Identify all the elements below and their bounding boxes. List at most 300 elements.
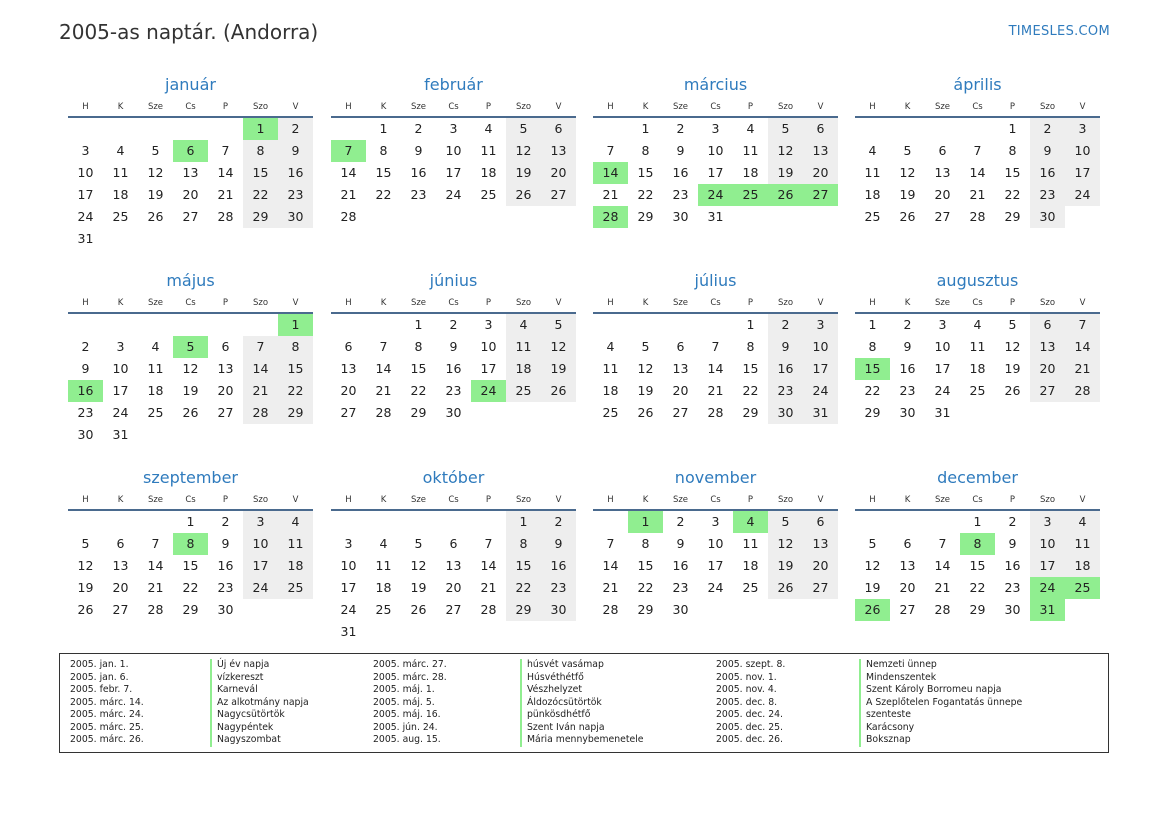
day-cell: 21: [375, 383, 392, 398]
weekday-label: K: [380, 298, 387, 308]
day-cell: 1: [641, 121, 650, 136]
day-cell: 7: [938, 536, 947, 551]
weekday-header: [331, 294, 576, 312]
day-cell: 2: [449, 317, 458, 332]
day-cell: 4: [484, 121, 493, 136]
day-cell: 21: [217, 187, 234, 202]
weekday-label: Sze: [410, 298, 427, 308]
legend-holiday-name: Karnevál: [210, 684, 309, 697]
weekday-label: K: [380, 102, 387, 112]
legend-date: 2005. dec. 8.: [716, 696, 778, 708]
day-cell: 22: [637, 187, 654, 202]
day-cell: 13: [934, 165, 951, 180]
weekday-label: K: [904, 298, 911, 308]
weekend-day-cell: 21: [1065, 358, 1100, 380]
weekend-day-cell: 30: [278, 206, 313, 228]
empty-cell: [331, 314, 366, 336]
day-grid: [855, 118, 1100, 228]
holiday-day-cell: 16: [68, 380, 103, 402]
weekday-label: Szo: [1039, 298, 1056, 308]
day-cell: 7: [151, 536, 160, 551]
legend-names-column: [520, 659, 644, 747]
day-cell: 6: [116, 536, 125, 551]
holiday-day-cell: 14: [593, 162, 628, 184]
day-cell: 19: [637, 383, 654, 398]
day-cell: 20: [445, 580, 462, 595]
day-cell: 23: [217, 580, 234, 595]
weekday-label: Szo: [515, 298, 532, 308]
weekend-day-cell: 11: [278, 533, 313, 555]
empty-cell: [138, 424, 173, 446]
day-cell: 13: [899, 558, 916, 573]
day-cell: 6: [221, 339, 230, 354]
day-cell: 5: [81, 536, 90, 551]
day-cell: 18: [742, 165, 759, 180]
day-cell: 23: [1004, 580, 1021, 595]
day-cell: 23: [445, 383, 462, 398]
month-name: május: [166, 271, 215, 290]
weekend-day-cell: 4: [506, 314, 541, 336]
weekend-day-cell: 10: [803, 336, 838, 358]
day-cell: 23: [672, 187, 689, 202]
empty-cell: [593, 511, 628, 533]
day-cell: 16: [217, 558, 234, 573]
day-cell: 20: [934, 187, 951, 202]
weekday-label: K: [642, 495, 649, 505]
weekday-label: V: [1079, 298, 1086, 308]
day-cell: 21: [340, 187, 357, 202]
day-cell: 30: [445, 405, 462, 420]
day-cell: 11: [602, 361, 619, 376]
day-cell: 12: [410, 558, 427, 573]
month-szeptember: [68, 467, 313, 621]
weekday-label: Szo: [515, 102, 532, 112]
weekend-day-cell: 31: [803, 402, 838, 424]
weekday-label: V: [817, 102, 824, 112]
weekday-label: H: [82, 298, 89, 308]
day-cell: 27: [182, 209, 199, 224]
empty-cell: [208, 228, 243, 250]
day-cell: 20: [672, 383, 689, 398]
day-cell: 15: [969, 558, 986, 573]
day-cell: 4: [746, 121, 755, 136]
weekend-day-cell: 20: [803, 162, 838, 184]
weekend-day-cell: 18: [506, 358, 541, 380]
day-cell: 1: [1008, 121, 1017, 136]
day-cell: 7: [379, 339, 388, 354]
legend-date: 2005. máj. 16.: [373, 709, 441, 720]
holiday-day-cell: 4: [733, 511, 768, 533]
day-cell: 25: [864, 209, 881, 224]
day-cell: 5: [903, 143, 912, 158]
empty-cell: [436, 511, 471, 533]
weekday-label: V: [555, 495, 562, 505]
day-cell: 25: [147, 405, 164, 420]
day-cell: 28: [602, 602, 619, 617]
legend-holiday-name: Az alkotmány napja: [210, 697, 309, 710]
month-április: [855, 74, 1100, 228]
day-cell: 22: [864, 383, 881, 398]
empty-cell: [890, 511, 925, 533]
weekend-day-cell: 16: [541, 555, 576, 577]
weekday-header: [593, 98, 838, 116]
day-cell: 21: [602, 580, 619, 595]
day-cell: 3: [938, 317, 947, 332]
empty-cell: [768, 599, 803, 621]
day-grid: [331, 314, 576, 424]
legend-holiday-name: Áldozócsütörtök: [520, 697, 644, 710]
empty-cell: [138, 118, 173, 140]
day-cell: 14: [147, 558, 164, 573]
day-cell: 14: [340, 165, 357, 180]
month-december: [855, 467, 1100, 621]
legend-date: 2005. máj. 1.: [373, 684, 435, 695]
weekend-day-cell: 30: [541, 599, 576, 621]
legend-holiday-name: A Szeplőtelen Fogantatás ünnepe: [859, 697, 1022, 710]
empty-cell: [278, 424, 313, 446]
day-cell: 18: [375, 580, 392, 595]
weekday-label: P: [222, 102, 229, 112]
day-cell: 7: [711, 339, 720, 354]
weekend-day-cell: 8: [278, 336, 313, 358]
day-cell: 14: [969, 165, 986, 180]
day-cell: 25: [602, 405, 619, 420]
empty-cell: [366, 621, 401, 643]
day-cell: 8: [868, 339, 877, 354]
day-cell: 20: [182, 187, 199, 202]
day-cell: 30: [217, 602, 234, 617]
day-cell: 11: [112, 165, 129, 180]
day-cell: 29: [637, 209, 654, 224]
legend-date: 2005. jan. 6.: [70, 671, 129, 683]
day-cell: 2: [676, 514, 685, 529]
empty-cell: [366, 511, 401, 533]
day-cell: 18: [602, 383, 619, 398]
month-name: november: [674, 468, 757, 487]
month-november: [593, 467, 838, 621]
weekday-label: Cs: [185, 495, 196, 505]
day-cell: 18: [969, 361, 986, 376]
day-grid: [68, 118, 313, 250]
weekday-label: Sze: [934, 102, 951, 112]
legend-holiday-name: vízkereszt: [210, 672, 309, 685]
day-cell: 29: [410, 405, 427, 420]
empty-cell: [471, 402, 506, 424]
weekend-day-cell: 23: [1030, 184, 1065, 206]
legend-date: 2005. márc. 25.: [70, 721, 144, 733]
day-cell: 15: [637, 558, 654, 573]
weekend-day-cell: 20: [803, 555, 838, 577]
day-cell: 27: [112, 602, 129, 617]
day-cell: 14: [375, 361, 392, 376]
legend-holiday-name: szenteste: [859, 709, 1022, 722]
weekday-label: H: [345, 102, 352, 112]
day-cell: 12: [1004, 339, 1021, 354]
weekday-header: [331, 98, 576, 116]
empty-cell: [366, 206, 401, 228]
empty-cell: [890, 118, 925, 140]
day-cell: 24: [707, 580, 724, 595]
empty-cell: [138, 511, 173, 533]
day-cell: 12: [147, 165, 164, 180]
weekday-header: [593, 491, 838, 509]
legend-holiday-name: Nagycsütörtök: [210, 709, 309, 722]
weekend-day-cell: 30: [1030, 206, 1065, 228]
day-cell: 19: [864, 580, 881, 595]
weekend-day-cell: 16: [278, 162, 313, 184]
day-cell: 8: [1008, 143, 1017, 158]
day-cell: 22: [182, 580, 199, 595]
holiday-day-cell: 1: [278, 314, 313, 336]
day-cell: 18: [864, 187, 881, 202]
legend-date: 2005. márc. 26.: [70, 734, 144, 745]
weekend-day-cell: 19: [541, 358, 576, 380]
weekday-label: V: [1079, 102, 1086, 112]
day-cell: 25: [480, 187, 497, 202]
weekday-label: K: [117, 495, 124, 505]
weekday-label: Szo: [515, 495, 532, 505]
day-cell: 26: [899, 209, 916, 224]
weekend-day-cell: 27: [541, 184, 576, 206]
day-cell: 8: [641, 536, 650, 551]
legend-date: 2005. szept. 8.: [716, 659, 786, 670]
day-cell: 14: [934, 558, 951, 573]
day-cell: 17: [480, 361, 497, 376]
day-cell: 6: [344, 339, 353, 354]
weekend-day-cell: 6: [803, 511, 838, 533]
month-name: augusztus: [936, 271, 1019, 290]
day-grid: [68, 511, 313, 621]
holiday-day-cell: 8: [173, 533, 208, 555]
legend-holiday-name: pünkösdhétfő: [520, 709, 644, 722]
empty-cell: [173, 424, 208, 446]
day-cell: 28: [480, 602, 497, 617]
day-cell: 13: [182, 165, 199, 180]
day-cell: 4: [116, 143, 125, 158]
day-cell: 28: [340, 209, 357, 224]
day-cell: 16: [899, 361, 916, 376]
weekday-header: [593, 294, 838, 312]
day-cell: 16: [410, 165, 427, 180]
holiday-day-cell: 7: [331, 140, 366, 162]
day-cell: 18: [742, 558, 759, 573]
weekend-day-cell: 18: [278, 555, 313, 577]
day-cell: 20: [112, 580, 129, 595]
weekday-label: Sze: [672, 495, 689, 505]
legend-holiday-name: Vészhelyzet: [520, 684, 644, 697]
weekday-label: H: [869, 298, 876, 308]
day-cell: 8: [641, 143, 650, 158]
weekend-day-cell: 6: [1030, 314, 1065, 336]
day-cell: 26: [147, 209, 164, 224]
weekday-label: H: [869, 102, 876, 112]
weekend-day-cell: 19: [506, 162, 541, 184]
weekday-label: Szo: [252, 102, 269, 112]
weekday-label: Szo: [252, 495, 269, 505]
day-cell: 11: [969, 339, 986, 354]
empty-cell: [243, 228, 278, 250]
empty-cell: [1030, 402, 1065, 424]
weekend-day-cell: 28: [243, 402, 278, 424]
weekend-day-cell: 22: [278, 380, 313, 402]
weekend-day-cell: 13: [803, 140, 838, 162]
day-cell: 25: [742, 580, 759, 595]
day-cell: 24: [112, 405, 129, 420]
weekend-day-cell: 13: [541, 140, 576, 162]
weekday-label: P: [485, 495, 492, 505]
weekday-header: [68, 491, 313, 509]
holiday-day-cell: 6: [173, 140, 208, 162]
empty-cell: [663, 314, 698, 336]
weekday-label: K: [642, 102, 649, 112]
day-cell: 9: [414, 143, 423, 158]
weekday-label: Cs: [448, 102, 459, 112]
weekday-label: Sze: [934, 298, 951, 308]
empty-cell: [733, 599, 768, 621]
empty-cell: [698, 314, 733, 336]
weekday-label: Szo: [1039, 495, 1056, 505]
day-cell: 10: [707, 536, 724, 551]
day-cell: 3: [711, 121, 720, 136]
legend-date: 2005. márc. 27.: [373, 659, 447, 670]
weekday-label: Szo: [777, 495, 794, 505]
legend-date: 2005. dec. 24.: [716, 709, 783, 720]
day-cell: 11: [864, 165, 881, 180]
empty-cell: [401, 206, 436, 228]
day-cell: 12: [899, 165, 916, 180]
weekday-header: [68, 98, 313, 116]
empty-cell: [541, 621, 576, 643]
empty-cell: [925, 511, 960, 533]
day-cell: 26: [637, 405, 654, 420]
day-cell: 19: [899, 187, 916, 202]
empty-cell: [1065, 402, 1100, 424]
day-cell: 6: [676, 339, 685, 354]
legend-date: 2005. márc. 28.: [373, 671, 447, 683]
holiday-day-cell: 24: [471, 380, 506, 402]
day-cell: 5: [641, 339, 650, 354]
day-cell: 30: [1004, 602, 1021, 617]
day-cell: 9: [676, 143, 685, 158]
day-cell: 15: [637, 165, 654, 180]
weekday-label: Szo: [777, 298, 794, 308]
empty-cell: [243, 424, 278, 446]
legend-date: 2005. aug. 15.: [373, 734, 441, 745]
weekend-day-cell: 6: [803, 118, 838, 140]
empty-cell: [925, 118, 960, 140]
day-cell: 13: [217, 361, 234, 376]
day-cell: 23: [77, 405, 94, 420]
weekend-day-cell: 24: [1065, 184, 1100, 206]
holiday-day-cell: 26: [855, 599, 890, 621]
weekday-label: P: [1009, 495, 1016, 505]
day-cell: 9: [676, 536, 685, 551]
weekend-day-cell: 22: [243, 184, 278, 206]
day-cell: 7: [973, 143, 982, 158]
weekday-label: V: [292, 298, 299, 308]
weekend-day-cell: 3: [1065, 118, 1100, 140]
weekend-day-cell: 25: [506, 380, 541, 402]
day-cell: 21: [707, 383, 724, 398]
day-cell: 12: [77, 558, 94, 573]
month-name: október: [422, 468, 485, 487]
day-cell: 30: [77, 427, 94, 442]
day-cell: 25: [969, 383, 986, 398]
empty-cell: [436, 621, 471, 643]
day-cell: 15: [1004, 165, 1021, 180]
day-cell: 31: [340, 624, 357, 639]
weekday-label: V: [292, 102, 299, 112]
weekday-header: [331, 491, 576, 509]
weekday-label: Sze: [410, 102, 427, 112]
day-cell: 17: [934, 361, 951, 376]
holiday-day-cell: 26: [768, 184, 803, 206]
weekday-label: H: [607, 495, 614, 505]
day-cell: 20: [899, 580, 916, 595]
weekday-label: K: [117, 102, 124, 112]
weekend-day-cell: 24: [243, 577, 278, 599]
day-cell: 16: [445, 361, 462, 376]
day-grid: [855, 314, 1100, 424]
weekday-label: V: [292, 495, 299, 505]
weekend-day-cell: 3: [243, 511, 278, 533]
day-cell: 22: [969, 580, 986, 595]
empty-cell: [103, 511, 138, 533]
weekend-day-cell: 2: [541, 511, 576, 533]
weekday-header: [855, 294, 1100, 312]
legend-date: 2005. máj. 5.: [373, 696, 435, 708]
day-cell: 22: [410, 383, 427, 398]
empty-cell: [243, 599, 278, 621]
empty-cell: [278, 228, 313, 250]
legend-dates-column: [373, 659, 447, 747]
weekend-day-cell: 23: [278, 184, 313, 206]
weekend-day-cell: 14: [1065, 336, 1100, 358]
empty-cell: [855, 118, 890, 140]
weekday-label: V: [817, 495, 824, 505]
day-cell: 31: [707, 209, 724, 224]
legend-date: 2005. nov. 4.: [716, 684, 777, 695]
day-cell: 19: [410, 580, 427, 595]
empty-cell: [208, 424, 243, 446]
legend-holiday-name: húsvét vasámap: [520, 659, 644, 672]
empty-cell: [243, 314, 278, 336]
empty-cell: [331, 118, 366, 140]
day-cell: 21: [147, 580, 164, 595]
empty-cell: [208, 314, 243, 336]
day-cell: 4: [151, 339, 160, 354]
day-cell: 27: [445, 602, 462, 617]
empty-cell: [471, 511, 506, 533]
day-cell: 1: [186, 514, 195, 529]
month-augusztus: [855, 270, 1100, 424]
empty-cell: [506, 402, 541, 424]
weekend-day-cell: 25: [278, 577, 313, 599]
brand-link[interactable]: TIMESLES.COM: [1008, 24, 1110, 39]
holiday-day-cell: 25: [1065, 577, 1100, 599]
day-cell: 28: [707, 405, 724, 420]
day-cell: 28: [217, 209, 234, 224]
day-cell: 27: [217, 405, 234, 420]
legend-dates-column: [70, 659, 144, 747]
weekday-label: P: [222, 298, 229, 308]
weekday-label: Cs: [972, 102, 983, 112]
day-cell: 17: [707, 165, 724, 180]
day-grid: [593, 314, 838, 424]
month-name: június: [429, 271, 478, 290]
day-cell: 25: [112, 209, 129, 224]
legend-date: 2005. jan. 1.: [70, 659, 129, 670]
